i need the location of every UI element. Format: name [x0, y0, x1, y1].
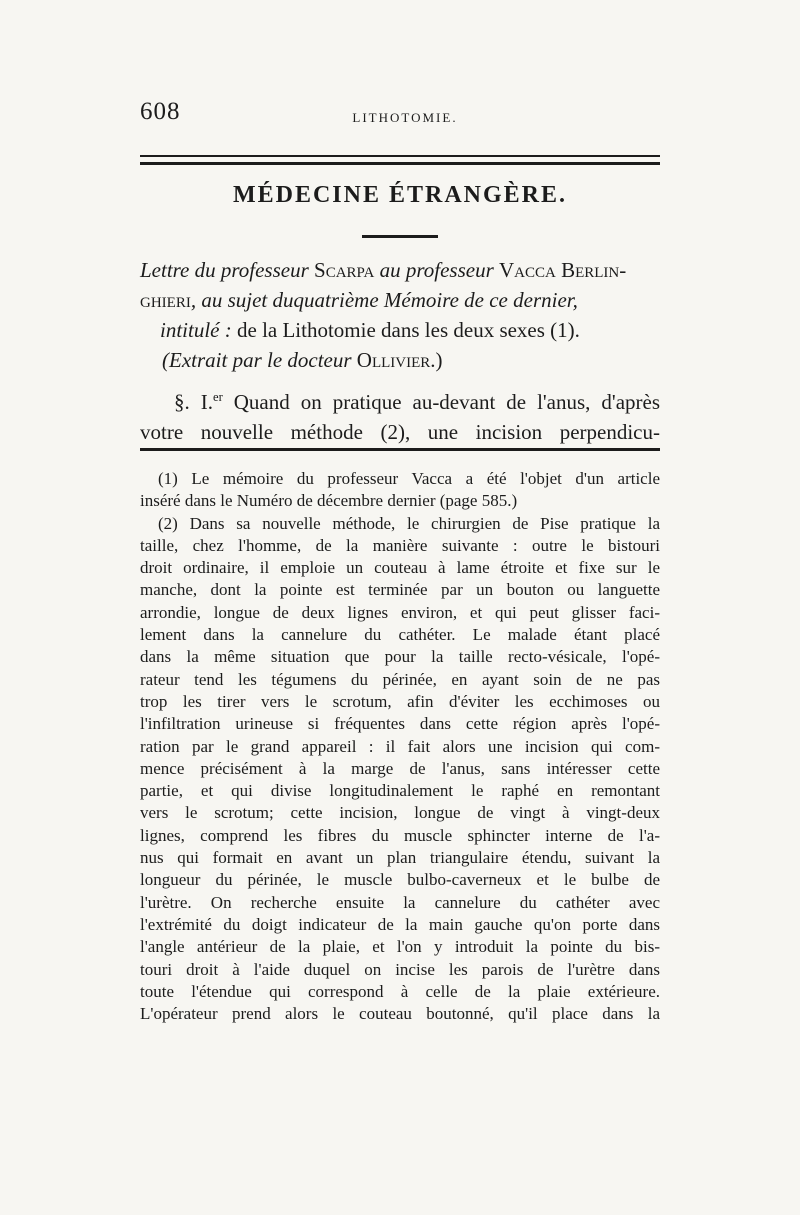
letter-title: [140, 255, 660, 375]
footnotes: [140, 468, 660, 1025]
footnote-line: l'infiltration urineuse si fréquentes dans cette région après l'opé-: [140, 714, 660, 734]
footnote-line: rateur tend les tégumens du périnée, en ayant soin de ne pas: [140, 669, 660, 689]
letter-title-scarpa: Scarpa: [314, 258, 375, 282]
body-line-1-text: Quand on pratique au-devant de l'anus, d'après: [222, 390, 660, 414]
letter-title-ghieri: ghieri: [140, 288, 191, 312]
section-mark-sup: er: [212, 390, 223, 404]
footnote-line: partie, et qui divise longitudinalement le raphé en remontant: [140, 781, 660, 801]
footnote-line: lement dans la cannelure du cathéter. Le malade étant placé: [140, 625, 660, 645]
footnote-line: dans la même situation que pour la taille recto-vésicale, l'opé-: [140, 647, 660, 667]
letter-title-extrait: (Extrait par le docteur: [162, 348, 357, 372]
footnote-line: manche, dont la pointe est terminée par un bouton ou languette: [140, 580, 660, 600]
body-line: [140, 382, 660, 417]
body-paragraph: [140, 382, 660, 447]
footnote-line: touri droit à l'aide duquel on incise les parois de l'urètre dans: [140, 959, 660, 979]
letter-title-part2: au professeur: [374, 258, 499, 282]
footnote-2: [140, 513, 660, 1026]
footnote-line: lignes, comprend les fibres du muscle sphincter interne de l'a-: [140, 825, 660, 845]
footnote-line: nus qui formait en avant un plan triangulaire étendu, suivant la: [140, 848, 660, 868]
letter-title-ollivier: Ollivier: [356, 348, 431, 372]
footnote-1: [140, 468, 660, 513]
footnote-line: l'extrémité du doigt indicateur de la main gauche qu'on porte dans: [140, 914, 660, 934]
footnote-line: taille, chez l'homme, de la manière suivante : outre le bistouri: [140, 535, 660, 555]
letter-title-vacca: Vacca Berlin-: [499, 258, 627, 282]
body-line: votre nouvelle méthode (2), une incision perpendicu-: [140, 420, 660, 444]
footnote-line: mence précisément à la marge de l'anus, sans intéresser cette: [140, 758, 660, 778]
footnote-line: toute l'étendue qui correspond à celle de la plaie extérieure.: [140, 981, 660, 1001]
footnote-line: l'angle antérieur de la plaie, et l'on y introduit la pointe du bis-: [140, 937, 660, 957]
footnote-line: (2) Dans sa nouvelle méthode, le chirurgien de Pise pratique la: [158, 513, 660, 533]
header-rule-thin: [140, 155, 660, 157]
footnote-line: droit ordinaire, il emploie un couteau à lame étroite et fixe sur le: [140, 558, 660, 578]
footnote-line: trop les tirer vers le scrotum, afin d'éviter les ecchimoses ou: [140, 691, 660, 711]
header-rule-thick: [140, 162, 660, 165]
footnote-line: vers le scrotum; cette incision, longue de vingt à vingt-deux: [140, 803, 660, 823]
footnote-rule: [140, 448, 660, 451]
footnote-line: l'urètre. On recherche ensuite la cannelure du cathéter avec: [140, 892, 660, 912]
section-mark: §. I.: [174, 390, 213, 414]
letter-title-part1: Lettre du professeur: [140, 258, 315, 282]
footnote-line: L'opérateur prend alors le couteau boutonné, qu'il place dans la: [140, 1004, 660, 1024]
page-number: 608: [140, 98, 181, 125]
page-header: [140, 98, 670, 132]
letter-title-part4: de la Lithotomie dans les deux sexes (1).: [237, 318, 580, 342]
footnote-line: inséré dans le Numéro de décembre dernier (page 585.): [140, 491, 518, 511]
footnote-line: longueur du périnée, le muscle bulbo-caverneux et le bulbe de: [140, 870, 660, 890]
section-title: MÉDECINE ÉTRANGÈRE.: [232, 182, 568, 208]
letter-title-intitule: intitulé :: [160, 318, 237, 342]
letter-title-part3: , au sujet duquatrième Mémoire de ce dernier,: [190, 288, 578, 312]
running-title: LITHOTOMIE.: [352, 110, 458, 125]
letter-title-close: .): [430, 348, 443, 372]
title-divider: [362, 235, 438, 238]
footnote-line: (1) Le mémoire du professeur Vacca a été l'objet d'un article: [158, 469, 660, 488]
footnote-line: ration par le grand appareil : il fait alors une incision qui com-: [140, 736, 660, 756]
footnote-line: arrondie, longue de deux lignes environ, et qui peut glisser faci-: [140, 602, 660, 622]
